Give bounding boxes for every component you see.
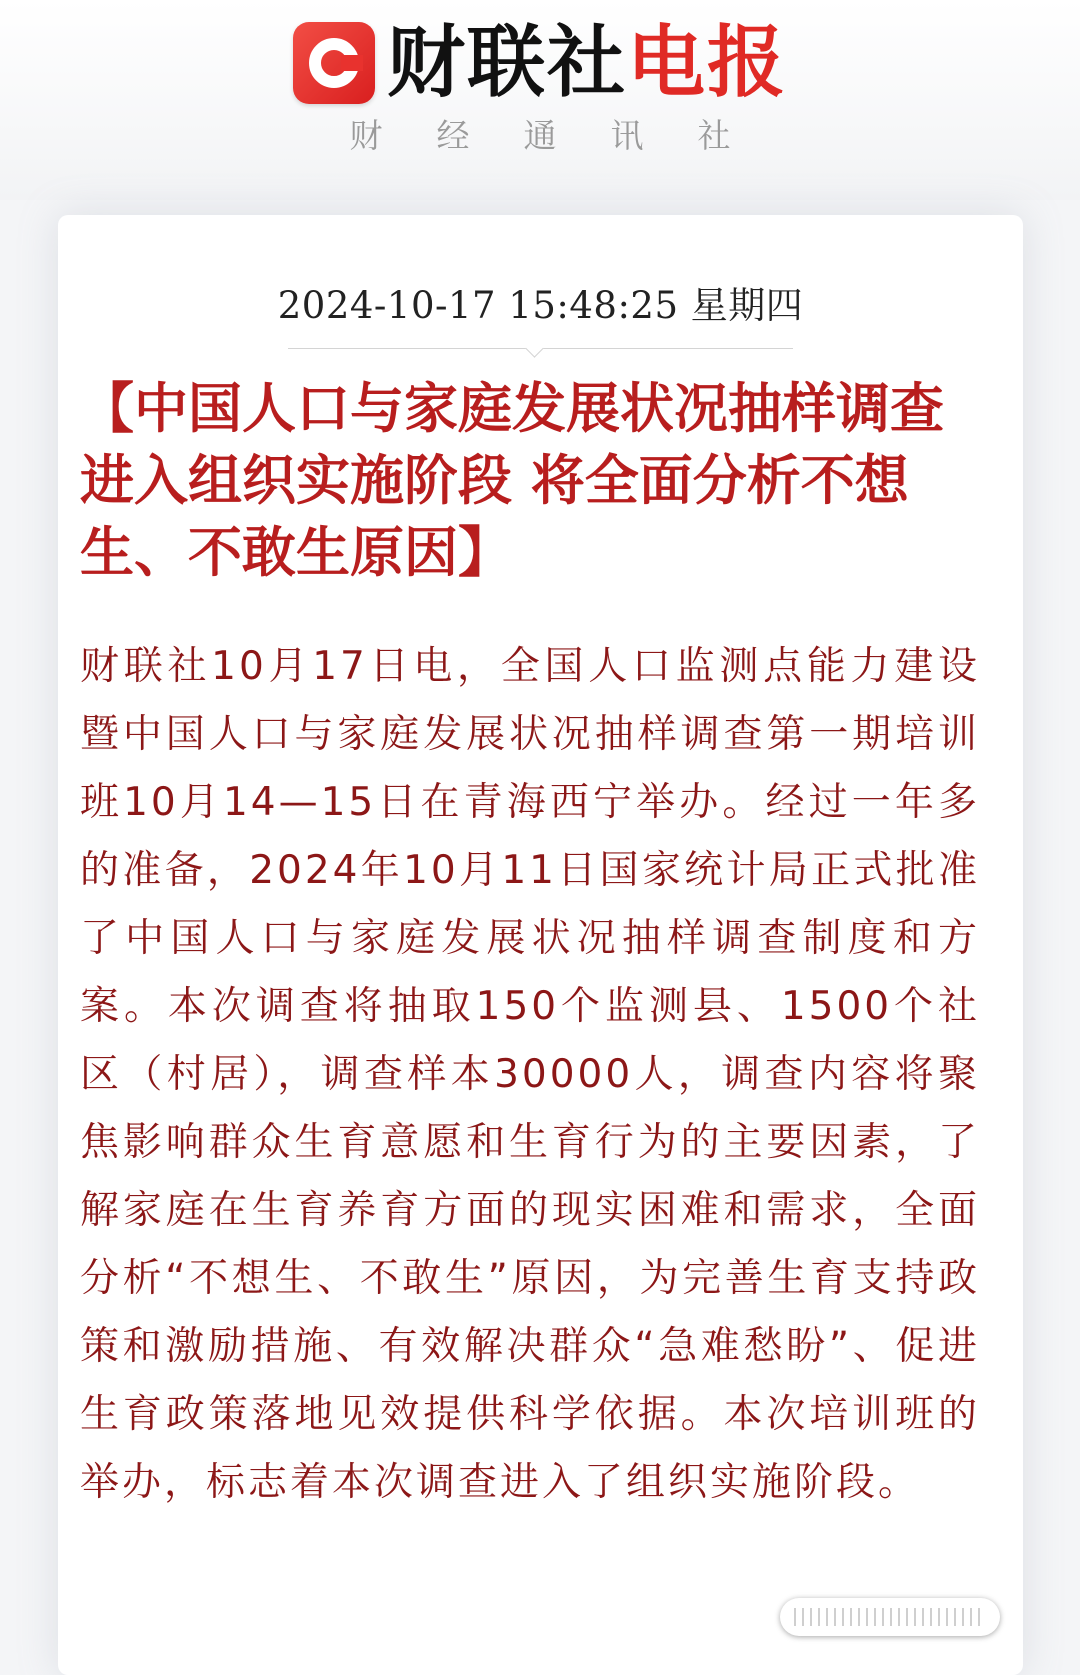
article-headline: 【中国人口与家庭发展状况抽样调查进入组织实施阶段 将全面分析不想生、不敢生原因】 bbox=[80, 377, 944, 584]
logo-text-telegraph: 电报 bbox=[627, 18, 788, 108]
brand-logo bbox=[0, 18, 1080, 108]
slogan: 财经通讯社 bbox=[349, 116, 785, 155]
masthead bbox=[0, 0, 1080, 200]
logo-text-name: 财联社 bbox=[386, 18, 627, 108]
article-body: 财联社10月17日电，全国人口监测点能力建设暨中国人口与家庭发展状况抽样调查第一期培训班10月14—15日在青海西宁举办。经过一年多的准备，2024年10月11日国家统计局正式批准了中国人口与家庭发展状况抽样调查制度和方案。本次调查将抽取150个监测县、1500个社区（村居），调查样本30000人，调查内容将聚焦影响群众生育意愿和生育行为的主要因素，了解家庭在生育养育方面的现实困难和需求，全面分析“不想生、不敢生”原因，为完善生育支持政策和激励措施、有效解决群众“急难愁盼”、促进生育政策落地见效提供科学依据。本次培训班的举办，标志着本次调查进入了组织实施阶段。 bbox=[80, 644, 980, 1505]
cls-logo-icon bbox=[293, 22, 375, 104]
publish-datetime: 2024-10-17 15:48:25 星期四 bbox=[277, 284, 804, 327]
scroll-indicator[interactable] bbox=[780, 1598, 1000, 1636]
article-card bbox=[58, 215, 1023, 1675]
divider-notch-icon bbox=[525, 339, 543, 357]
